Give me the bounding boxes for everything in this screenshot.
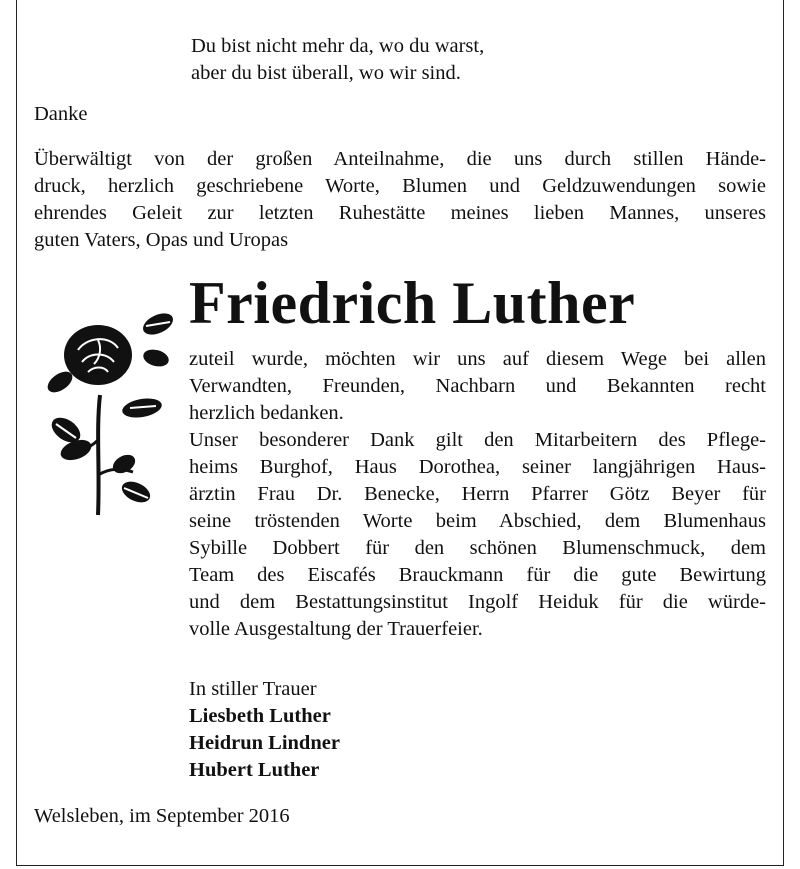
heading: Danke xyxy=(34,103,88,125)
body-line-7: seine tröstenden Worte beim Abschied, dem Blumenhaus xyxy=(189,510,766,532)
mourner-name: Heidrun Lindner xyxy=(189,732,340,754)
body-line-3: herzlich bedanken. xyxy=(189,402,344,424)
intro-line-1: Überwältigt von der großen Anteilnahme, die uns durch stillen Hände- xyxy=(34,148,766,170)
intro-line-2: druck, herzlich geschriebene Worte, Blumen und Geldzuwendungen sowie xyxy=(34,175,766,197)
body-line-6: ärztin Frau Dr. Benecke, Herrn Pfarrer Götz Beyer für xyxy=(189,483,766,505)
body-line-5: heims Burghof, Haus Dorothea, seiner langjährigen Haus- xyxy=(189,456,766,478)
rose-icon xyxy=(38,300,178,522)
mourners-intro: In stiller Trauer xyxy=(189,678,317,700)
deceased-name: Friedrich Luther xyxy=(189,270,636,336)
body-line-2: Verwandten, Freunden, Nachbarn und Bekannten recht xyxy=(189,375,766,397)
body-line-9: Team des Eiscafés Brauckmann für die gute Bewirtung xyxy=(189,564,766,586)
body-line-8: Sybille Dobbert für den schönen Blumenschmuck, dem xyxy=(189,537,766,559)
body-line-4: Unser besonderer Dank gilt den Mitarbeitern des Pflege- xyxy=(189,429,766,451)
intro-line-4: guten Vaters, Opas und Uropas xyxy=(34,229,289,251)
quote-line-2: aber du bist überall, wo wir sind. xyxy=(191,62,461,84)
place-date: Welsleben, im September 2016 xyxy=(34,805,290,827)
body-line-10: und dem Bestattungsinstitut Ingolf Heiduk für die würde- xyxy=(189,591,766,613)
quote-line-1: Du bist nicht mehr da, wo du warst, xyxy=(191,35,485,57)
intro-line-3: ehrendes Geleit zur letzten Ruhestätte meines lieben Mannes, unseres xyxy=(34,202,766,224)
body-line-11: volle Ausgestaltung der Trauerfeier. xyxy=(189,618,483,640)
mourner-name: Hubert Luther xyxy=(189,759,320,781)
mourner-name: Liesbeth Luther xyxy=(189,705,331,727)
body-line-1: zuteil wurde, möchten wir uns auf diesem Wege bei allen xyxy=(189,348,766,370)
